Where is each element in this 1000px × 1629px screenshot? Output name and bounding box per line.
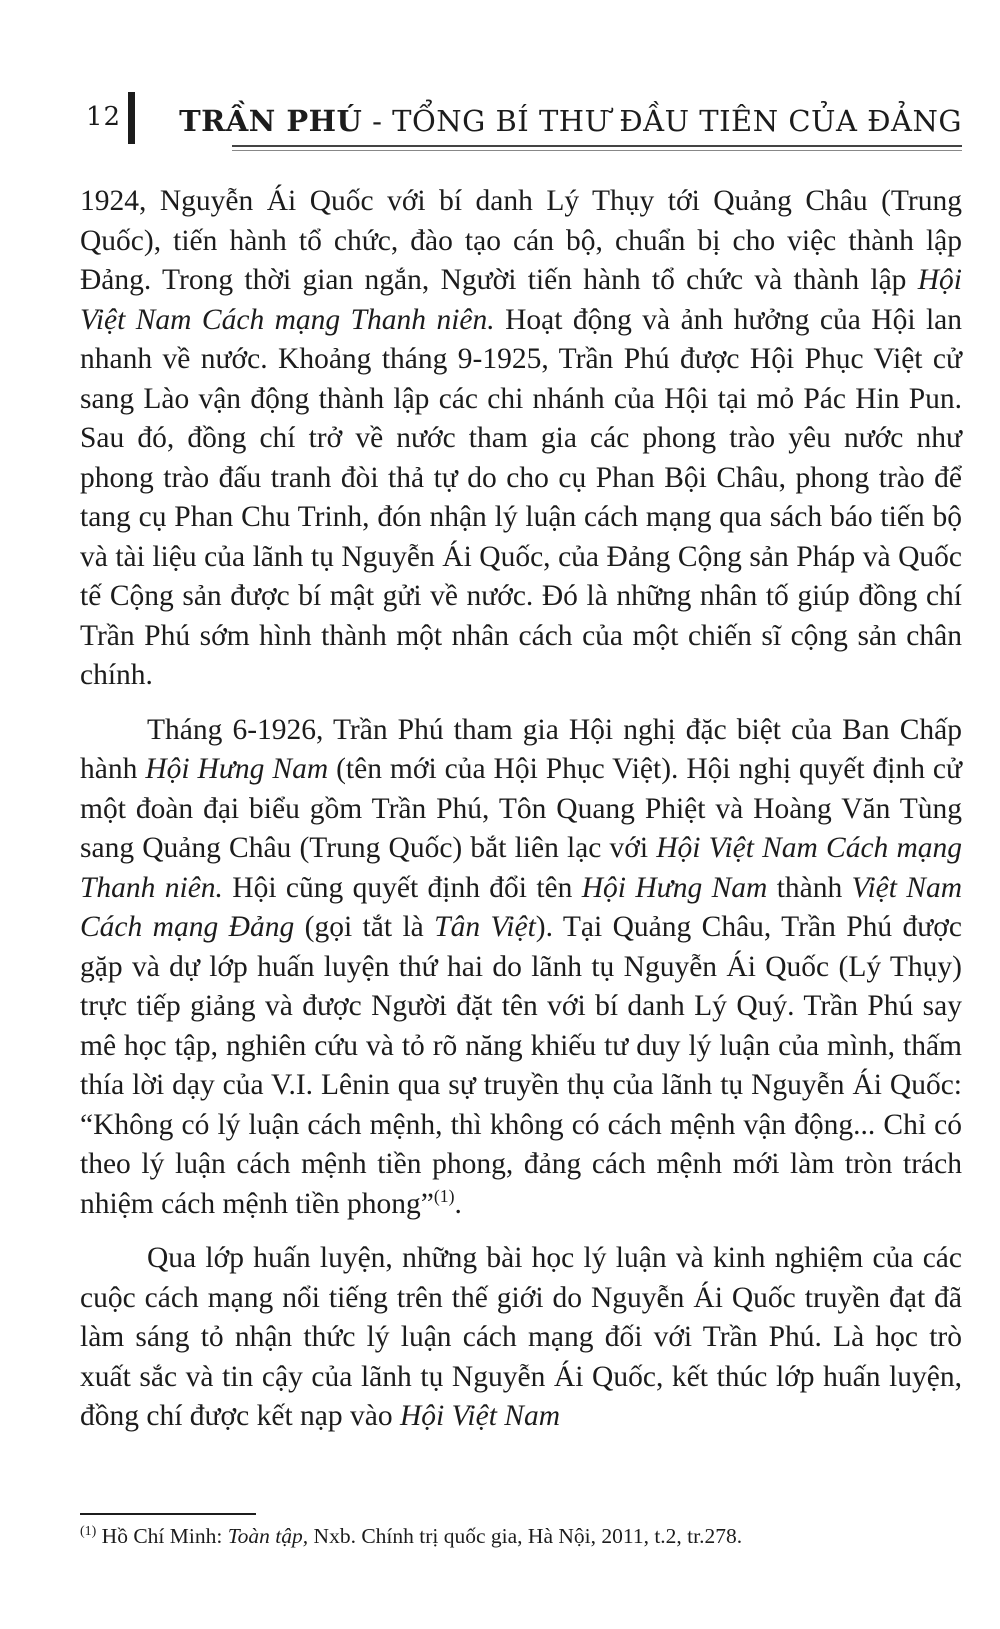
footnote-rule — [80, 1513, 256, 1515]
header-rule-thin — [232, 150, 962, 151]
footnote-reference: (1) — [433, 1185, 455, 1206]
footnote-mark: (1) — [80, 1523, 97, 1539]
paragraph-1: 1924, Nguyễn Ái Quốc với bí danh Lý Thụy tới Quảng Châu (Trung Quốc), tiến hành tổ chức, đào tạo cán bộ, chuẩn bị cho việc thành lập Đảng. Trong thời gian ngắn, Người tiến hành tổ chức và thành lập Hội Việt Nam Cách mạng Thanh niên. Hoạt động và ảnh hưởng của Hội lan nhanh về nước. Khoảng tháng 9-1925, Trần Phú được Hội Phục Việt cử sang Lào vận động thành lập các chi nhánh của Hội tại mỏ Pác Hin Pun. Sau đó, đồng chí trở về nước tham gia các phong trào yêu nước như phong trào đấu tranh đòi thả tự do cho cụ Phan Bội Châu, phong trào để tang cụ Phan Chu Trinh, đón nhận lý luận cách mạng qua sách báo tiến bộ và tài liệu của lãnh tụ Nguyễn Ái Quốc, của Đảng Cộng sản Pháp và Quốc tế Cộng sản được bí mật gửi về nước. Đó là những nhân tố giúp đồng chí Trần Phú sớm hình thành một nhân cách của một chiến sĩ cộng sản chân chính. — [80, 185, 962, 691]
paragraph-2: Tháng 6-1926, Trần Phú tham gia Hội nghị đặc biệt của Ban Chấp hành Hội Hưng Nam (tên mới của Hội Phục Việt). Hội nghị quyết định cử một đoàn đại biểu gồm Trần Phú, Tôn Quang Phiệt và Hoàng Văn Tùng sang Quảng Châu (Trung Quốc) bắt liên lạc với Hội Việt Nam Cách mạng Thanh niên. Hội cũng quyết định đổi tên Hội Hưng Nam thành Việt Nam Cách mạng Đảng (gọi tắt là Tân Việt). Tại Quảng Châu, Trần Phú được gặp và dự lớp huấn luyện thứ hai do lãnh tụ Nguyễn Ái Quốc (Lý Thụy) trực tiếp giảng và được Người đặt tên với bí danh Lý Quý. Trần Phú say mê học tập, nghiên cứu và tỏ rõ năng khiếu tư duy lý luận của mình, thấm thía lời dạy của V.I. Lênin qua sự truyền thụ của lãnh tụ Nguyễn Ái Quốc: “Không có lý luận cách mệnh, thì không có cách mệnh vận động... Chỉ có theo lý luận cách mệnh tiền phong, đảng cách mệnh mới làm tròn trách nhiệm cách mệnh tiền phong”$^{(1)}$. — [80, 713, 963, 1220]
header-bar — [128, 92, 135, 144]
page-number: 12 — [86, 102, 122, 132]
footnote: $^{(1)}$ Hồ Chí Minh: Toàn tập, Nxb. Chính trị quốc gia, Hà Nội, 2011, t.2, tr.278. — [80, 1523, 743, 1548]
page-header — [80, 92, 962, 156]
running-head-name: TRẦN PHÚ — [179, 104, 363, 138]
body-text — [80, 182, 962, 1452]
running-head-title: - TỔNG BÍ THƯ ĐẦU TIÊN CỦA ĐẢNG — [362, 104, 962, 138]
header-rule — [232, 145, 962, 147]
paragraph-3: Qua lớp huấn luyện, những bài học lý luận và kinh nghiệm của các cuộc cách mạng nổi tiếng trên thế giới do Nguyễn Ái Quốc truyền đạt đã làm sáng tỏ nhận thức lý luận cách mạng đối với Trần Phú. Là học trò xuất sắc và tin cậy của lãnh tụ Nguyễn Ái Quốc, kết thúc lớp huấn luyện, đồng chí được kết nạp vào Hội Việt Nam — [80, 1242, 962, 1432]
running-head — [179, 104, 962, 138]
